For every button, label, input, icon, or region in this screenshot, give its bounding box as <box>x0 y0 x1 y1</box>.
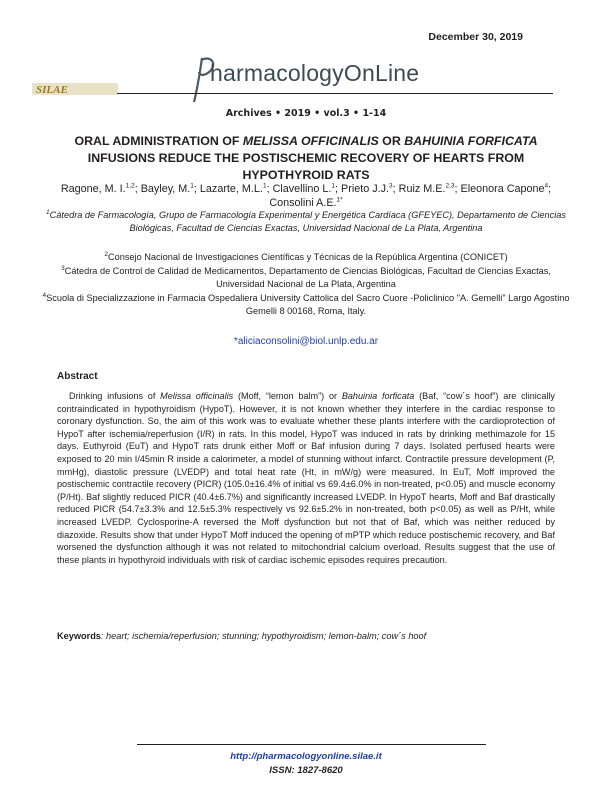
title-line-1: ORAL ADMINISTRATION OF MELISSA OFFICINALIS OR BAHUINIA FORFICATA <box>74 134 538 148</box>
footer-rule <box>137 744 486 745</box>
author-affiliation-sup: 1,2 <box>125 182 135 190</box>
aff-4-text: Scuola di Specializzazione in Farmacia Ospedaliera University Cattolica del Sacro Cuore -Policlinico "A. Gemelli" Largo Agostino Gemelli 8 00168, Roma, Italy. <box>46 293 570 316</box>
archives-line: Archives • 2019 • vol.3 • 1-14 <box>225 108 387 119</box>
author-name: Eleonora Capone <box>460 183 545 195</box>
title-line-2: INFUSIONS REDUCE THE POSTISCHEMIC RECOVERY OF HEARTS FROM <box>87 151 525 165</box>
author-name: Ragone, M. I. <box>60 183 126 195</box>
affiliation-4 <box>40 292 572 318</box>
author-name: Bayley, M. <box>140 183 191 195</box>
abstract-body: Drinking infusions of Melissa officinalis (Moff, “lemon balm”) or Bahuinia forficata (Baf, “cow´s hoof”) are clinically contraindicated in hypothyroidism (HypoT). However, it is not known whether they interfere in the cardiac response to coronary dysfunction. So, the aim of this work was to evaluate whether these plants interfere with the cardioprotection of HypoT after ischemia/reperfusion (I/R) in rats. In this model, HypoT was induced in rats by drinking methimazole for 15 days. Euthyroid (EuT) and HypoT rats drunk either Moff or Baf infusion during 7 days. Isolated perfused hearts were exposed to 20 min I/45min R inside a calorimeter, a model of stunning without infarct. Contractile pressure development (P, mmHg), diastolic pressure (LVEDP) and total heat rate (Ht, in mW/g) were measured. In EuT, Moff improved the postischemic contractile recovery (PICR) (105.0±16.4% of initial vs 69.4±6.0% in non-treated, p<0.05) and muscle economy (P/Ht). Baf slightly reduced PICR (40.4±6.7%) and significantly increased LVEDP. In HypoT hearts, Moff and Baf drastically reduced PICR (54.7±3.3% and 12.5±5.3% respectively vs 92.6±5.2% in non-treated, both p<0.05) as well as P/Ht, while increased LVEDP. Cyclosporine-A reversed the Moff dysfunction but not that of Baf, which was neither reduced by diazoxide. Results show that under HypoT Moff induced the opening of mPTP which reduce postischemic recovery, and Baf worsened the dysfunction although it was not related to mitochondrial calcium overload. Results suggest that the use of these plants in hypothyroid individuals with risk of cardiac ischemic episodes requires precaution. <box>57 391 555 565</box>
author-affiliation-sup: 2,3 <box>445 182 455 190</box>
journal-url-link[interactable]: http://pharmacologyonline.silae.it <box>230 751 382 762</box>
title-species-name: MELISSA OFFICINALIS <box>242 134 379 148</box>
affiliation-3 <box>40 265 572 291</box>
aff-1-text: Cátedra de Farmacología, Grupo de Farmacología Experimental y Energética Cardíaca (GFEYEC), Departamento de Ciencias Biológicas, Facultad de Ciencias Exactas, Universidad Nacional de La Plata, Argentina <box>49 210 566 233</box>
header-rule <box>117 93 553 94</box>
abstract-species-name: Bahuinia forficata <box>341 391 415 401</box>
title-line-3: HYPOTHYROID RATS <box>242 168 370 182</box>
issn: ISSN: 1827-8620 <box>269 765 343 776</box>
author-affiliation-sup: 1 <box>262 182 267 190</box>
aff-3-sup: 3 <box>61 264 65 272</box>
abstract-species-name: Melissa officinalis <box>160 391 234 401</box>
author-affiliation-sup: 1 <box>190 182 194 190</box>
keywords <box>57 631 557 641</box>
aff-2-sup: 2 <box>104 250 108 258</box>
author-name: Ruiz M.E. <box>398 183 446 195</box>
title-species-name: BAHUINIA FORFICATA <box>404 134 538 148</box>
keywords-list: : heart; ischemia/reperfusion; stunning; hypothyroidism; lemon-balm; cow´s hoof <box>100 631 427 641</box>
keywords-label: Keywords <box>57 631 101 641</box>
author-name: Consolini A.E. <box>269 197 337 209</box>
author-list: Ragone, M. I.$^{1,2}$; Bayley, M.$^1$; Lazarte, M.L.$^1$; Clavellino L.$^1$; Prieto J.J.$^3$; Ruiz M.E.$^{2,3}$; Eleonora Capone$^4$; Consolini A.E.$^{1*}$ <box>60 182 552 209</box>
affiliation-2 <box>40 251 572 264</box>
author-affiliation-sup: 4 <box>544 182 549 190</box>
author-name: Lazarte, M.L. <box>199 183 263 195</box>
aff-2-text: Consejo Nacional de Investigaciones Científicas y Técnicas de la República Argentina (CONICET) <box>107 252 508 262</box>
aff-3-text: Cátedra de Control de Calidad de Medicamentos, Departamento de Ciencias Biológicas, Facultad de Ciencias Exactas, Universidad Nacional de La Plata, Argentina <box>64 266 551 289</box>
affiliation-1 <box>40 209 572 235</box>
aff-1-sup: 1 <box>46 208 50 216</box>
author-name: Clavellino L. <box>272 183 332 195</box>
author-affiliation-sup: 1* <box>336 196 343 204</box>
author-name: Prieto J.J. <box>341 183 390 195</box>
silae-logo-icon <box>32 82 118 96</box>
article-title <box>30 133 582 184</box>
journal-logo-text: harmacologyOnLine <box>210 60 420 86</box>
corresponding-email-link[interactable]: *aliciaconsolini@biol.unlp.edu.ar <box>233 336 379 347</box>
issue-date: December 30, 2019 <box>428 31 523 43</box>
aff-4-sup: 4 <box>42 291 47 299</box>
author-affiliation-sup: 1 <box>331 182 336 190</box>
author-affiliation-sup: 3 <box>389 182 393 190</box>
abstract-heading: Abstract <box>57 371 98 382</box>
svg-text:SILAE: SILAE <box>36 84 68 96</box>
